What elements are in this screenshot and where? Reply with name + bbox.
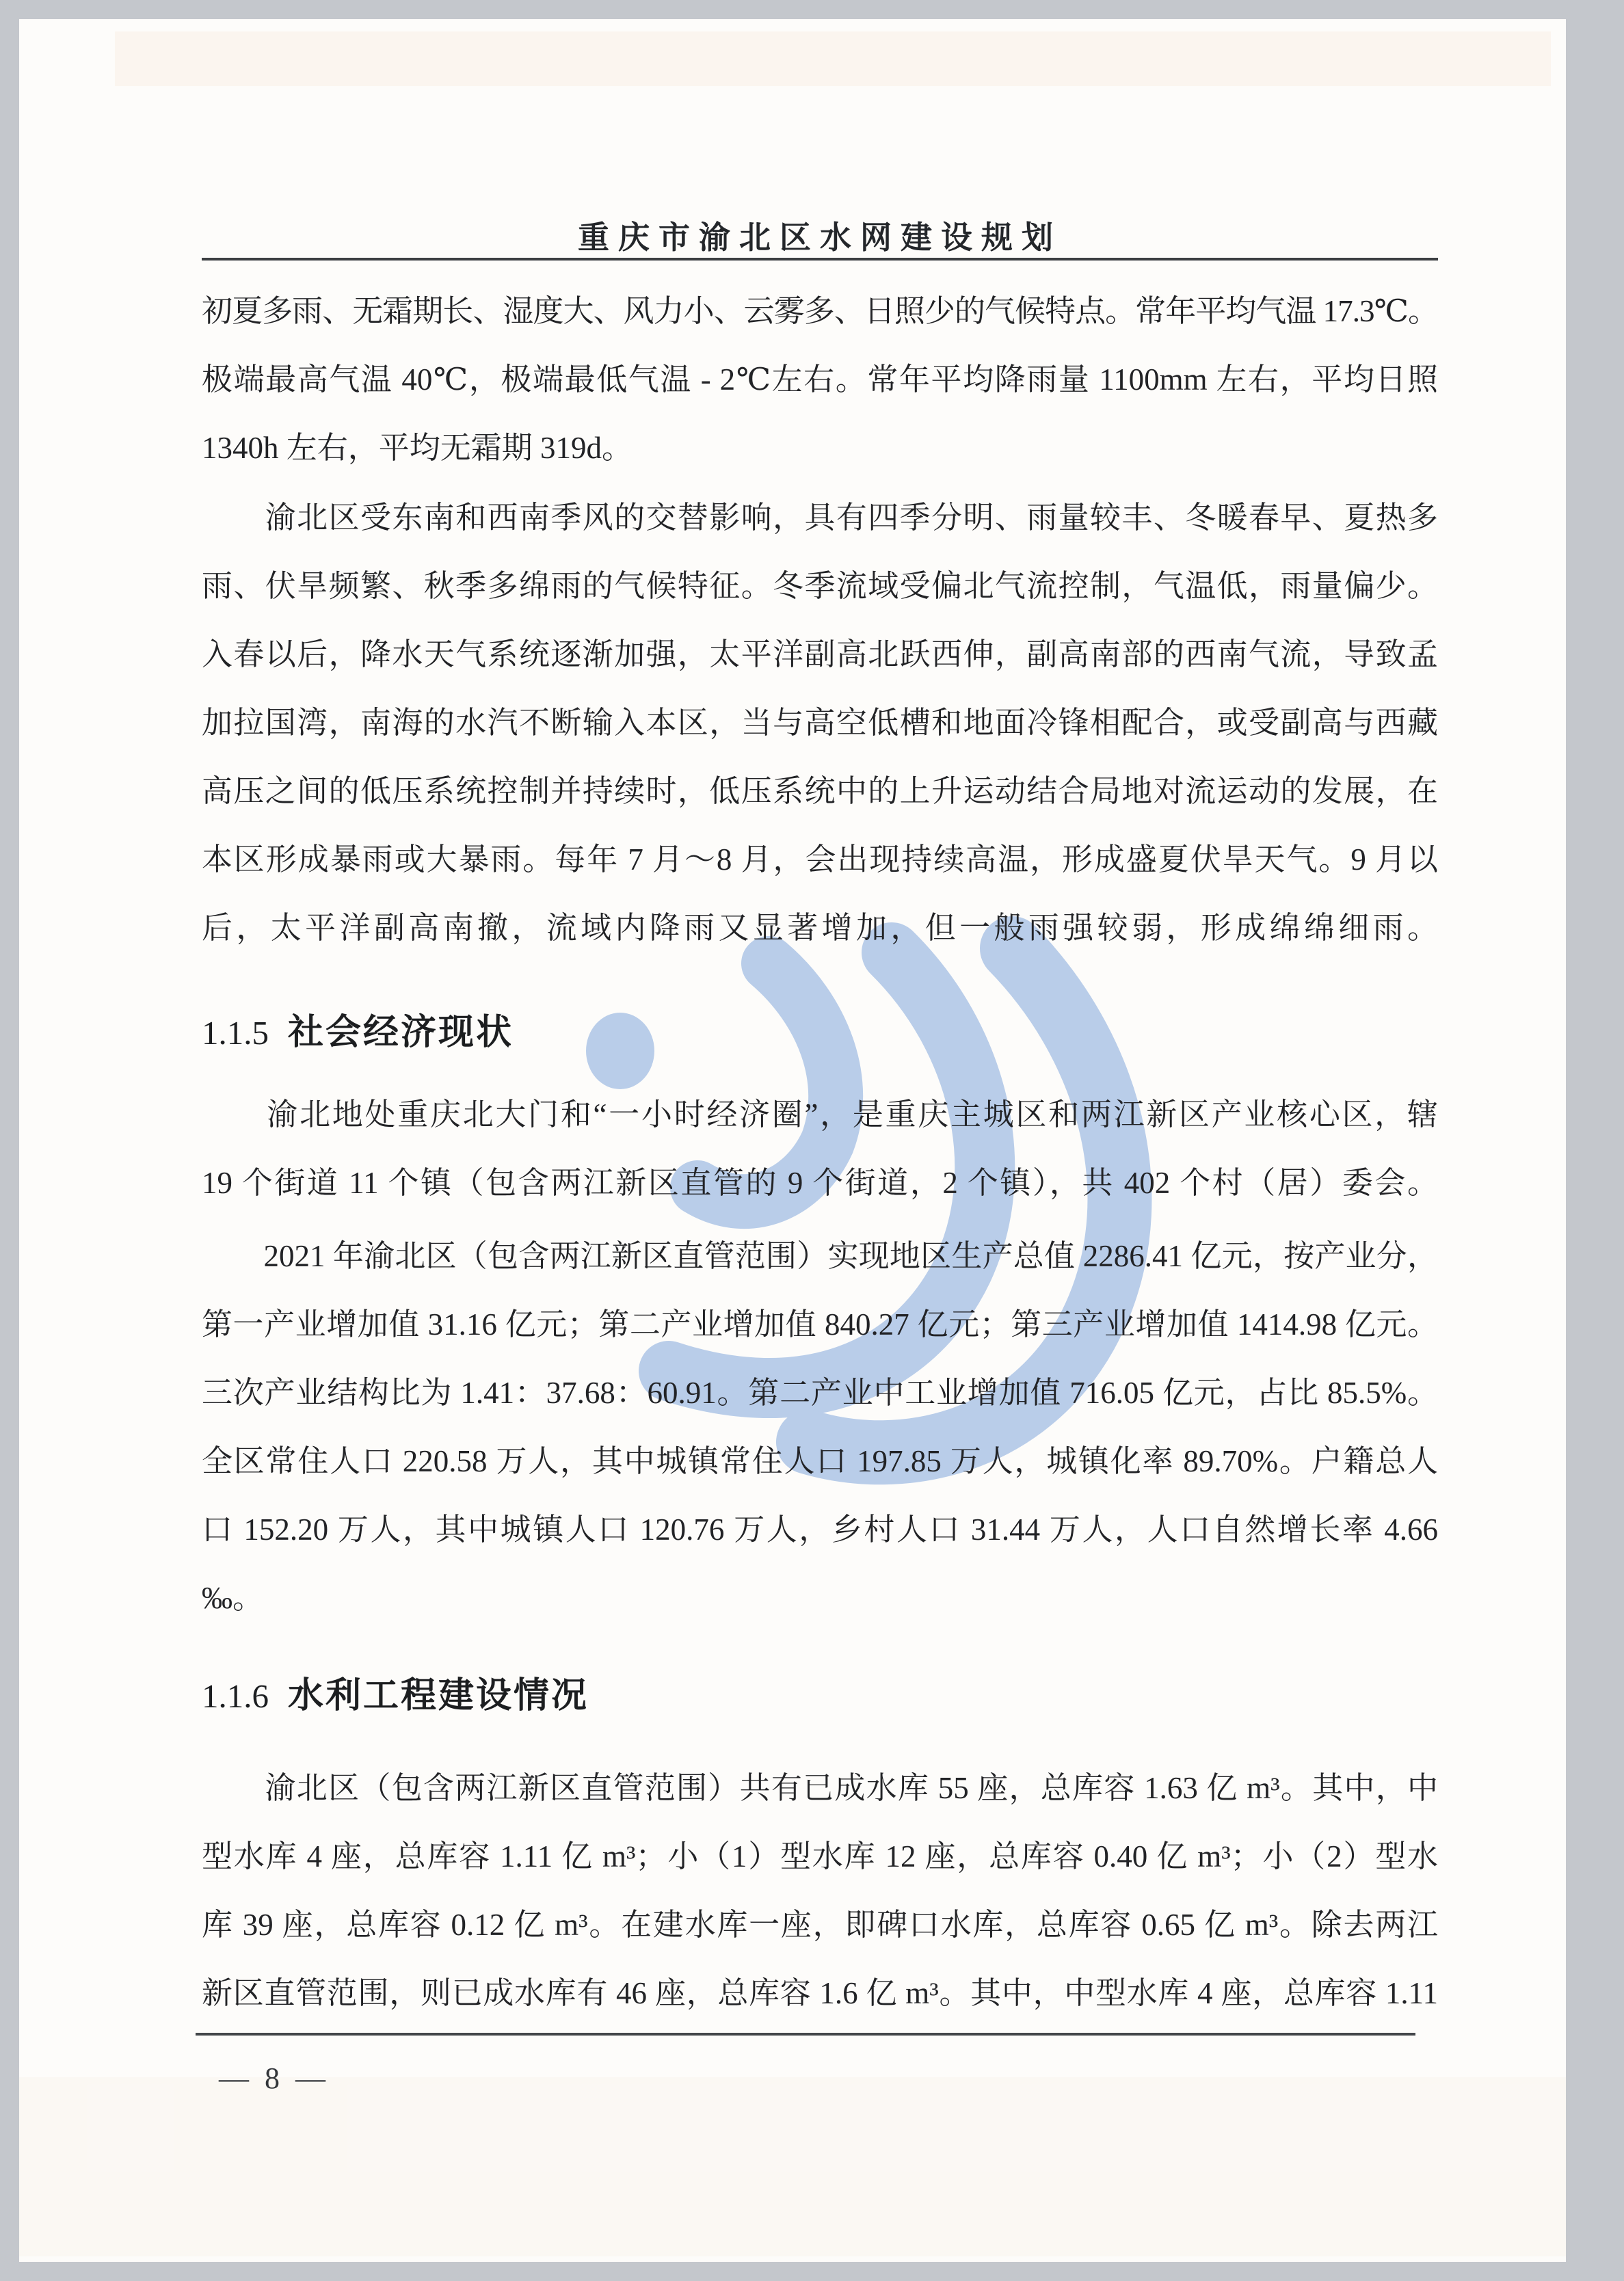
text-line-content: 高压之间的低压系统控制并持续时，低压系统中的上升运动结合局地对流运动的发展，在 [202, 774, 1438, 808]
text-line [202, 1959, 1438, 2027]
text-line [202, 1359, 1438, 1427]
text-line [202, 757, 1438, 825]
section-number: 1.1.6 [202, 1677, 269, 1715]
text-line-content: 极端最高气温 40℃，极端最低气温 - 2℃左右。常年平均降雨量 1100mm 左右，平均日照 [202, 362, 1438, 397]
section-title: 水利工程建设情况 [288, 1676, 589, 1716]
page-header-title: 重庆市渝北区水网建设规划 [578, 220, 1062, 255]
text-line-content: 后，太平洋副高南撤，流域内降雨又显著增加，但一般雨强较弱，形成绵绵细雨。 [202, 911, 1438, 945]
text-line [202, 414, 1438, 482]
paragraph-region [202, 1080, 1438, 1217]
text-line [202, 1495, 1438, 1564]
document-page [19, 19, 1566, 2262]
paragraph-monsoon [202, 483, 1438, 962]
section-heading-1-1-5 [202, 1009, 1438, 1056]
text-line-content: 口 152.20 万人，其中城镇人口 120.76 万人，乡村人口 31.44 万人，人口自然增长率 4.66 [202, 1512, 1438, 1547]
paragraph-economy [202, 1222, 1438, 1632]
text-line-content: ‰。 [202, 1581, 264, 1615]
text-line [202, 1754, 1438, 1822]
text-line [202, 1891, 1438, 1959]
paragraph-climate [202, 277, 1438, 482]
text-line [202, 1149, 1438, 1217]
footer-rule [196, 2033, 1415, 2036]
text-line [202, 689, 1438, 757]
text-line-content: 渝北区受东南和西南季风的交替影响，具有四季分明、雨量较丰、冬暖春早、夏热多 [202, 501, 1438, 535]
text-line-content: 三次产业结构比为 1.41：37.68：60.91。第二产业中工业增加值 716.05 亿元，占比 85.5%。 [202, 1376, 1438, 1410]
text-line-content: 渝北地处重庆北大门和“一小时经济圈”，是重庆主城区和两江新区产业核心区，辖 [202, 1097, 1438, 1132]
scan-tint-top [115, 31, 1551, 86]
page-number: — 8 — [219, 2062, 330, 2095]
text-line-content: 渝北区（包含两江新区直管范围）共有已成水库 55 座，总库容 1.63 亿 m³。其中，中 [202, 1771, 1438, 1805]
scan-tint-bottom [19, 2077, 1566, 2256]
text-line [202, 1564, 1438, 1632]
text-line-content: 入春以后，降水天气系统逐渐加强，太平洋副高北跃西伸，副高南部的西南气流，导致孟 [202, 637, 1438, 671]
text-line [202, 277, 1438, 345]
text-line-content: 初夏多雨、无霜期长、湿度大、风力小、云雾多、日照少的气候特点。常年平均气温 17.3℃。 [202, 294, 1438, 328]
text-line-content: 新区直管范围，则已成水库有 46 座，总库容 1.6 亿 m³。其中，中型水库 4 座，总库容 1.11 [202, 1976, 1438, 2010]
text-line-content: 2021 年渝北区（包含两江新区直管范围）实现地区生产总值 2286.41 亿元，按产业分， [202, 1239, 1438, 1273]
text-line-content: 全区常住人口 220.58 万人，其中城镇常住人口 197.85 万人，城镇化率 89.70%。户籍总人 [202, 1444, 1438, 1478]
text-line [202, 894, 1438, 962]
text-line-content: 库 39 座，总库容 0.12 亿 m³。在建水库一座，即碑口水库，总库容 0.65 亿 m³。除去两江 [202, 1908, 1438, 1942]
text-line [202, 345, 1438, 414]
text-line [202, 620, 1438, 689]
text-line-content: 型水库 4 座，总库容 1.11 亿 m³；小（1）型水库 12 座，总库容 0.40 亿 m³；小（2）型水 [202, 1839, 1438, 1873]
text-line [202, 1290, 1438, 1359]
text-line [202, 1822, 1438, 1891]
text-line [202, 825, 1438, 894]
text-line-content: 第一产业增加值 31.16 亿元；第二产业增加值 840.27 亿元；第三产业增加值 1414.98 亿元。 [202, 1307, 1438, 1342]
text-line-content: 本区形成暴雨或大暴雨。每年 7 月～8 月，会出现持续高温，形成盛夏伏旱天气。9 月以 [202, 842, 1438, 877]
text-line-content: 雨、伏旱频繁、秋季多绵雨的气候特征。冬季流域受偏北气流控制，气温低，雨量偏少。 [202, 569, 1438, 603]
text-line [202, 1080, 1438, 1149]
text-line [202, 552, 1438, 620]
text-line-content: 19 个街道 11 个镇（包含两江新区直管的 9 个街道，2 个镇），共 402 个村（居）委会。 [202, 1166, 1438, 1200]
text-line-content: 加拉国湾，南海的水汽不断输入本区，当与高空低槽和地面冷锋相配合，或受副高与西藏 [202, 706, 1438, 740]
section-number: 1.1.5 [202, 1014, 269, 1052]
text-line [202, 483, 1438, 552]
text-line-content: 1340h 左右，平均无霜期 319d。 [202, 431, 633, 465]
paragraph-reservoirs [202, 1754, 1438, 2027]
header-rule [202, 258, 1438, 261]
text-line [202, 1427, 1438, 1495]
text-line [202, 1222, 1438, 1290]
section-heading-1-1-6 [202, 1672, 1438, 1720]
section-title: 社会经济现状 [288, 1013, 514, 1052]
